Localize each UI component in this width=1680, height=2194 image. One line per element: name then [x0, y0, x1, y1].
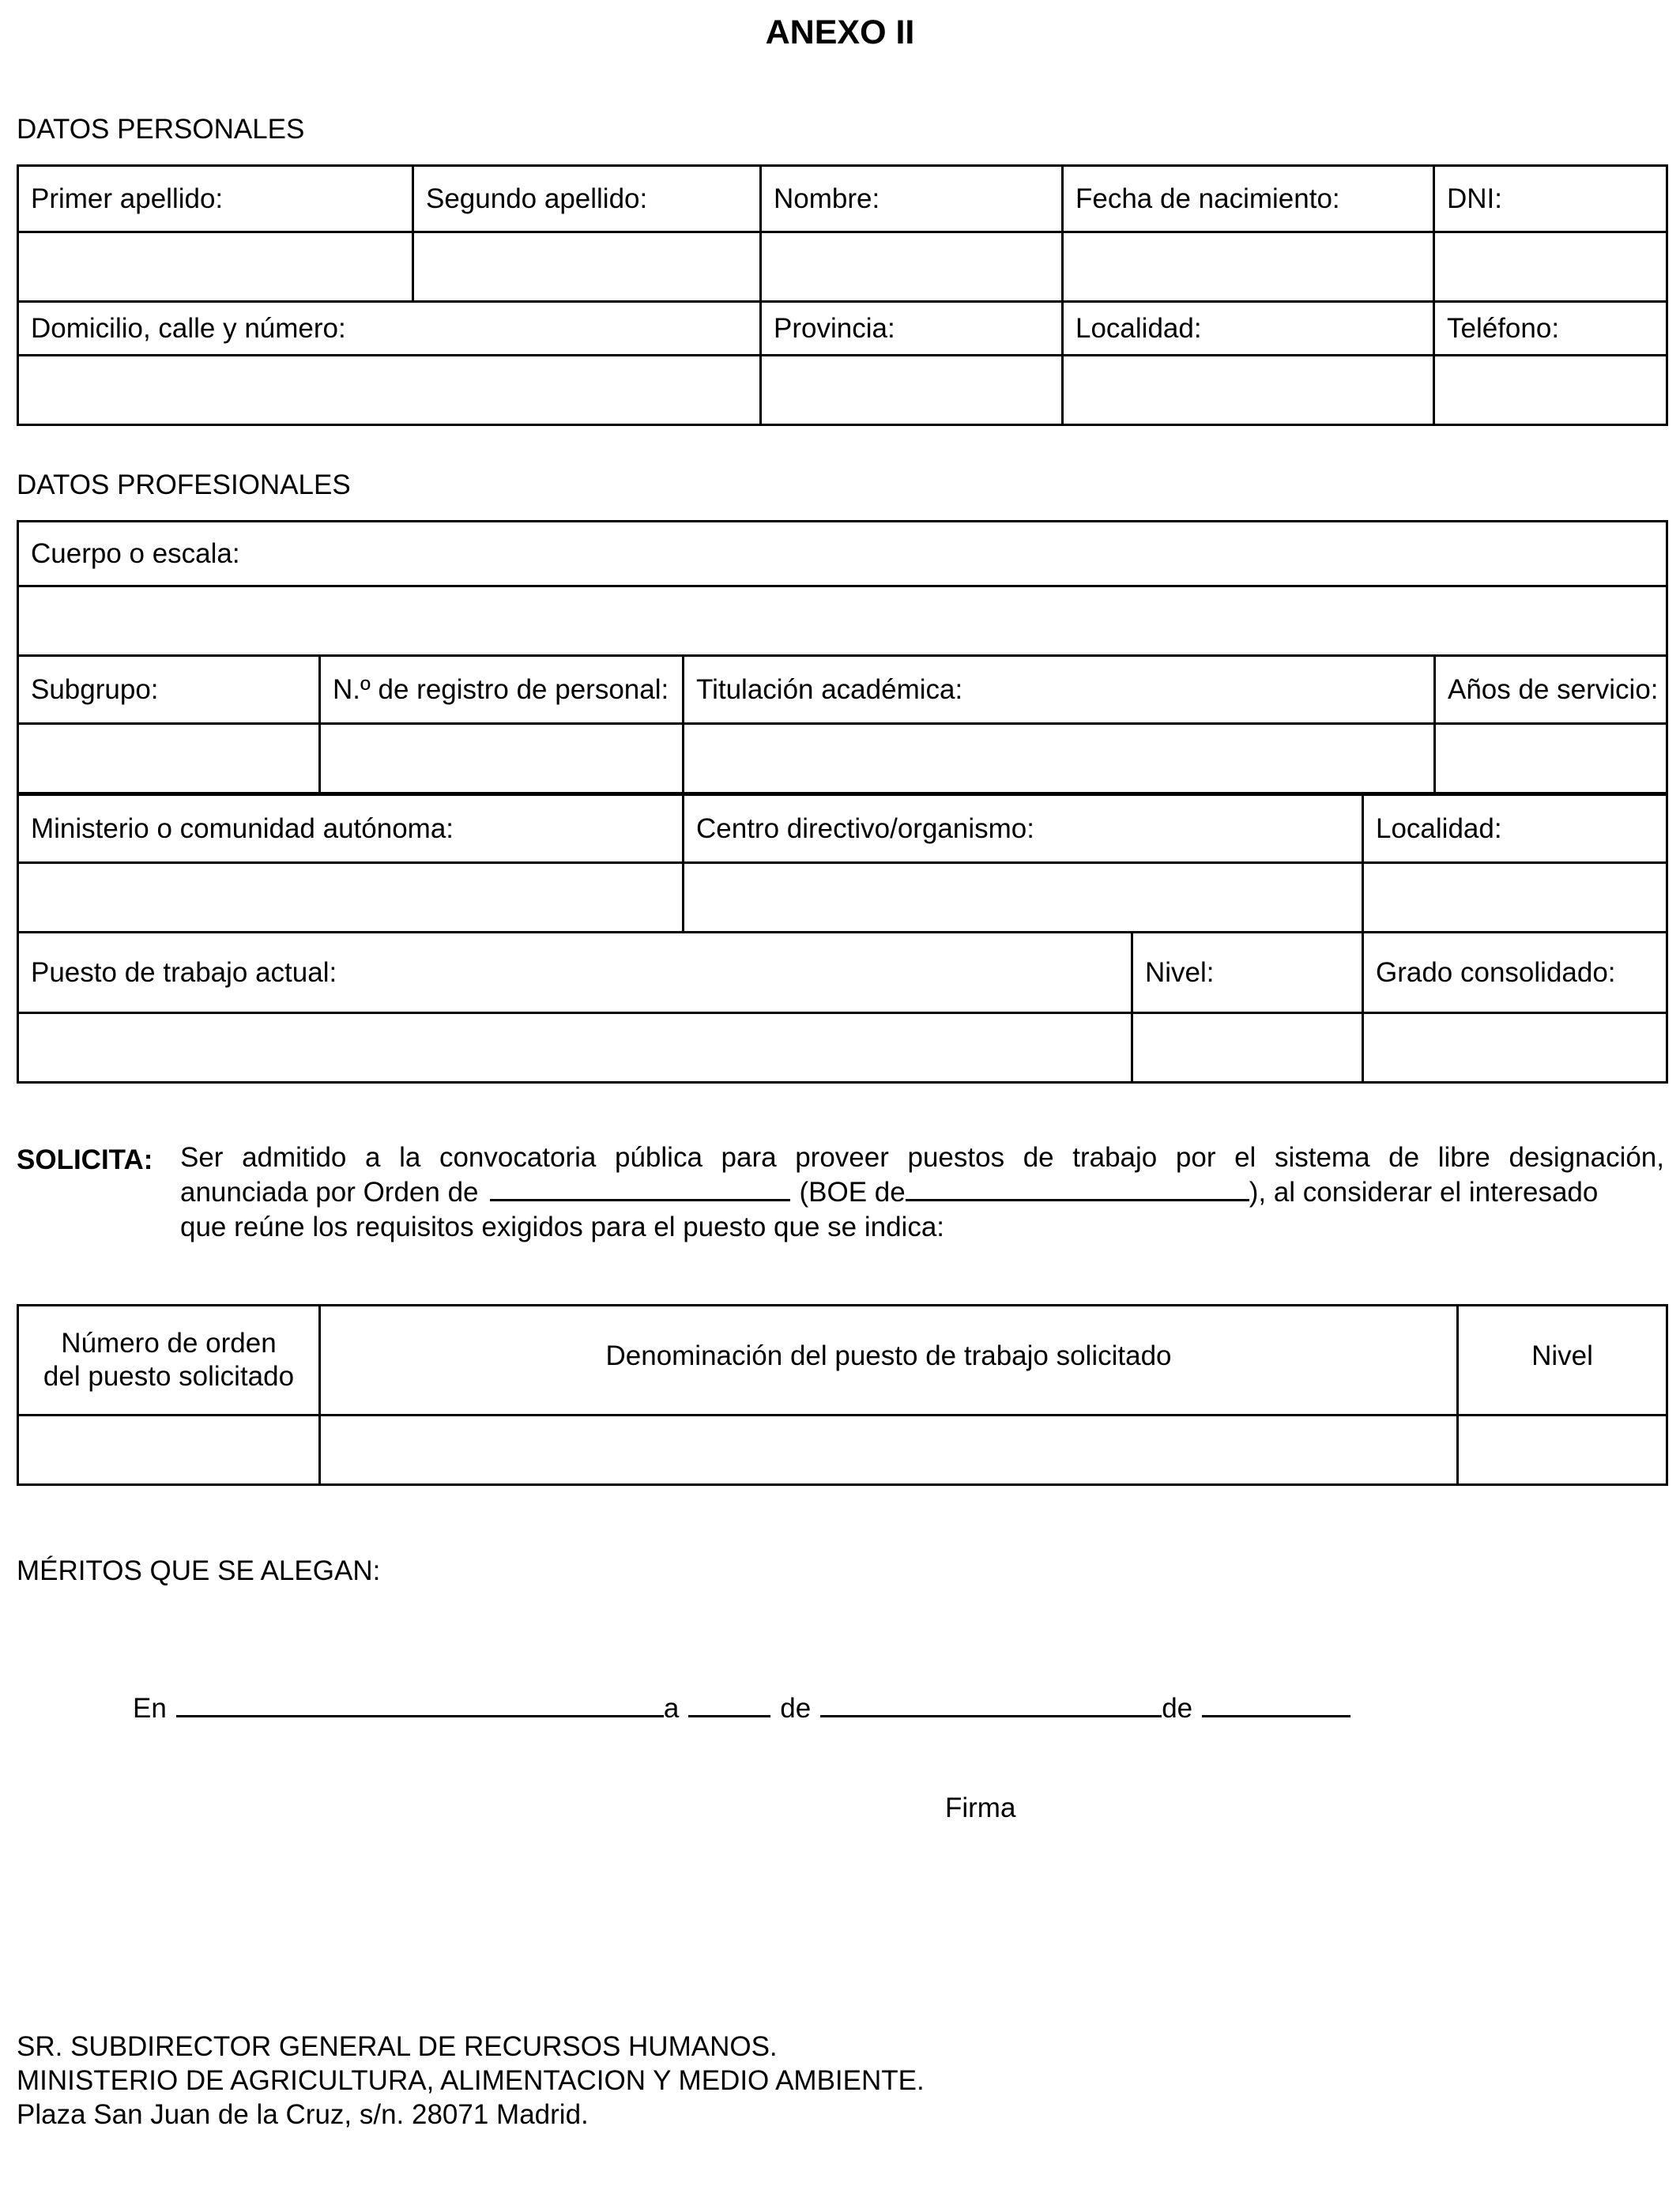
- destinatario-line2: MINISTERIO DE AGRICULTURA, ALIMENTACION Y MEDIO AMBIENTE.: [17, 2065, 925, 2096]
- datos-personales-table: [17, 164, 1668, 426]
- datos-profesionales-table-puesto: [17, 931, 1668, 1084]
- destinatario-line1: SR. SUBDIRECTOR GENERAL DE RECURSOS HUMANOS.: [17, 2031, 778, 2062]
- field-telefono[interactable]: [1434, 356, 1667, 425]
- label-cuerpo-escala: Cuerpo o escala:: [18, 522, 1667, 586]
- field-anos-servicio[interactable]: [1435, 724, 1667, 794]
- field-provincia[interactable]: [761, 356, 1063, 425]
- header-numero-orden-line2: del puesto solicitado: [43, 1361, 295, 1392]
- datos-profesionales-table-lower: [17, 794, 1668, 933]
- label-anos-servicio: Años de servicio:: [1435, 656, 1667, 724]
- section-heading-datos-personales: DATOS PERSONALES: [17, 114, 305, 145]
- datos-profesionales-table: [17, 520, 1668, 794]
- label-subgrupo: Subgrupo:: [18, 656, 320, 724]
- label-ministerio: Ministerio o comunidad autónoma:: [18, 795, 684, 863]
- solicita-boe-text: (BOE de: [799, 1177, 906, 1208]
- field-dni[interactable]: [1434, 232, 1667, 302]
- label-telefono: Teléfono:: [1434, 302, 1667, 356]
- label-dni: DNI:: [1434, 166, 1667, 232]
- fecha-de1: de: [780, 1693, 812, 1724]
- destinatario-line3: Plaza San Juan de la Cruz, s/n. 28071 Madrid.: [17, 2099, 589, 2130]
- label-domicilio: Domicilio, calle y número:: [18, 302, 761, 356]
- label-grado-consolidado: Grado consolidado:: [1363, 933, 1667, 1013]
- solicita-considerar-text: ), al considerar el interesado: [1249, 1177, 1599, 1208]
- meritos-heading: MÉRITOS QUE SE ALEGAN:: [17, 1555, 381, 1586]
- label-registro-personal: N.º de registro de personal:: [320, 656, 684, 724]
- ano-blank[interactable]: [1202, 1691, 1350, 1717]
- solicita-line3: que reúne los requisitos exigidos para el puesto que se indica:: [180, 1212, 945, 1242]
- field-grado-consolidado[interactable]: [1363, 1013, 1667, 1083]
- label-puesto-actual: Puesto de trabajo actual:: [18, 933, 1132, 1013]
- field-localidad-prof[interactable]: [1363, 863, 1667, 933]
- orden-blank[interactable]: [490, 1175, 790, 1201]
- label-centro-directivo: Centro directivo/organismo:: [684, 795, 1363, 863]
- field-nivel[interactable]: [1132, 1013, 1363, 1083]
- field-numero-orden[interactable]: [18, 1416, 320, 1485]
- header-numero-orden-line1: Número de orden: [61, 1328, 277, 1359]
- label-fecha-nacimiento: Fecha de nacimiento:: [1063, 166, 1434, 232]
- solicita-line2: [180, 1175, 1664, 1210]
- header-denominacion: Denominación del puesto de trabajo solicitado: [320, 1306, 1458, 1416]
- fecha-a: a: [663, 1693, 680, 1724]
- label-titulacion: Titulación académica:: [684, 656, 1435, 724]
- solicita-line1: Ser admitido a la convocatoria pública para proveer puestos de trabajo por el sistema de libre designación,: [180, 1142, 1664, 1173]
- field-nombre[interactable]: [761, 232, 1063, 302]
- fecha-line: [133, 1691, 1350, 1722]
- header-nivel: Nivel: [1458, 1306, 1667, 1416]
- dia-blank[interactable]: [688, 1691, 770, 1717]
- label-segundo-apellido: Segundo apellido:: [413, 166, 761, 232]
- field-titulacion[interactable]: [684, 724, 1435, 794]
- field-cuerpo-escala[interactable]: [18, 586, 1667, 656]
- field-localidad[interactable]: [1063, 356, 1434, 425]
- mes-blank[interactable]: [820, 1691, 1162, 1717]
- label-nivel: Nivel:: [1132, 933, 1363, 1013]
- label-nombre: Nombre:: [761, 166, 1063, 232]
- solicita-orden-text: anunciada por Orden de: [180, 1177, 479, 1208]
- fecha-de2: de: [1162, 1693, 1193, 1724]
- field-centro-directivo[interactable]: [684, 863, 1363, 933]
- field-domicilio[interactable]: [18, 356, 761, 425]
- solicita-label: SOLICITA:: [17, 1144, 153, 1175]
- field-subgrupo[interactable]: [18, 724, 320, 794]
- field-puesto-actual[interactable]: [18, 1013, 1132, 1083]
- puesto-solicitado-table: [17, 1304, 1668, 1486]
- label-primer-apellido: Primer apellido:: [18, 166, 413, 232]
- label-provincia: Provincia:: [761, 302, 1063, 356]
- section-heading-datos-profesionales: DATOS PROFESIONALES: [17, 469, 351, 500]
- field-denominacion[interactable]: [320, 1416, 1458, 1485]
- header-numero-orden: [18, 1306, 320, 1416]
- label-localidad-prof: Localidad:: [1363, 795, 1667, 863]
- boe-blank[interactable]: [906, 1175, 1249, 1201]
- field-ministerio[interactable]: [18, 863, 684, 933]
- field-segundo-apellido[interactable]: [413, 232, 761, 302]
- lugar-blank[interactable]: [176, 1691, 664, 1717]
- field-nivel-solicitado[interactable]: [1458, 1416, 1667, 1485]
- fecha-en: En: [133, 1693, 167, 1724]
- field-fecha-nacimiento[interactable]: [1063, 232, 1434, 302]
- label-localidad: Localidad:: [1063, 302, 1434, 356]
- field-registro-personal[interactable]: [320, 724, 684, 794]
- field-primer-apellido[interactable]: [18, 232, 413, 302]
- firma-label: Firma: [945, 1793, 1016, 1823]
- page-title: ANEXO II: [765, 13, 915, 51]
